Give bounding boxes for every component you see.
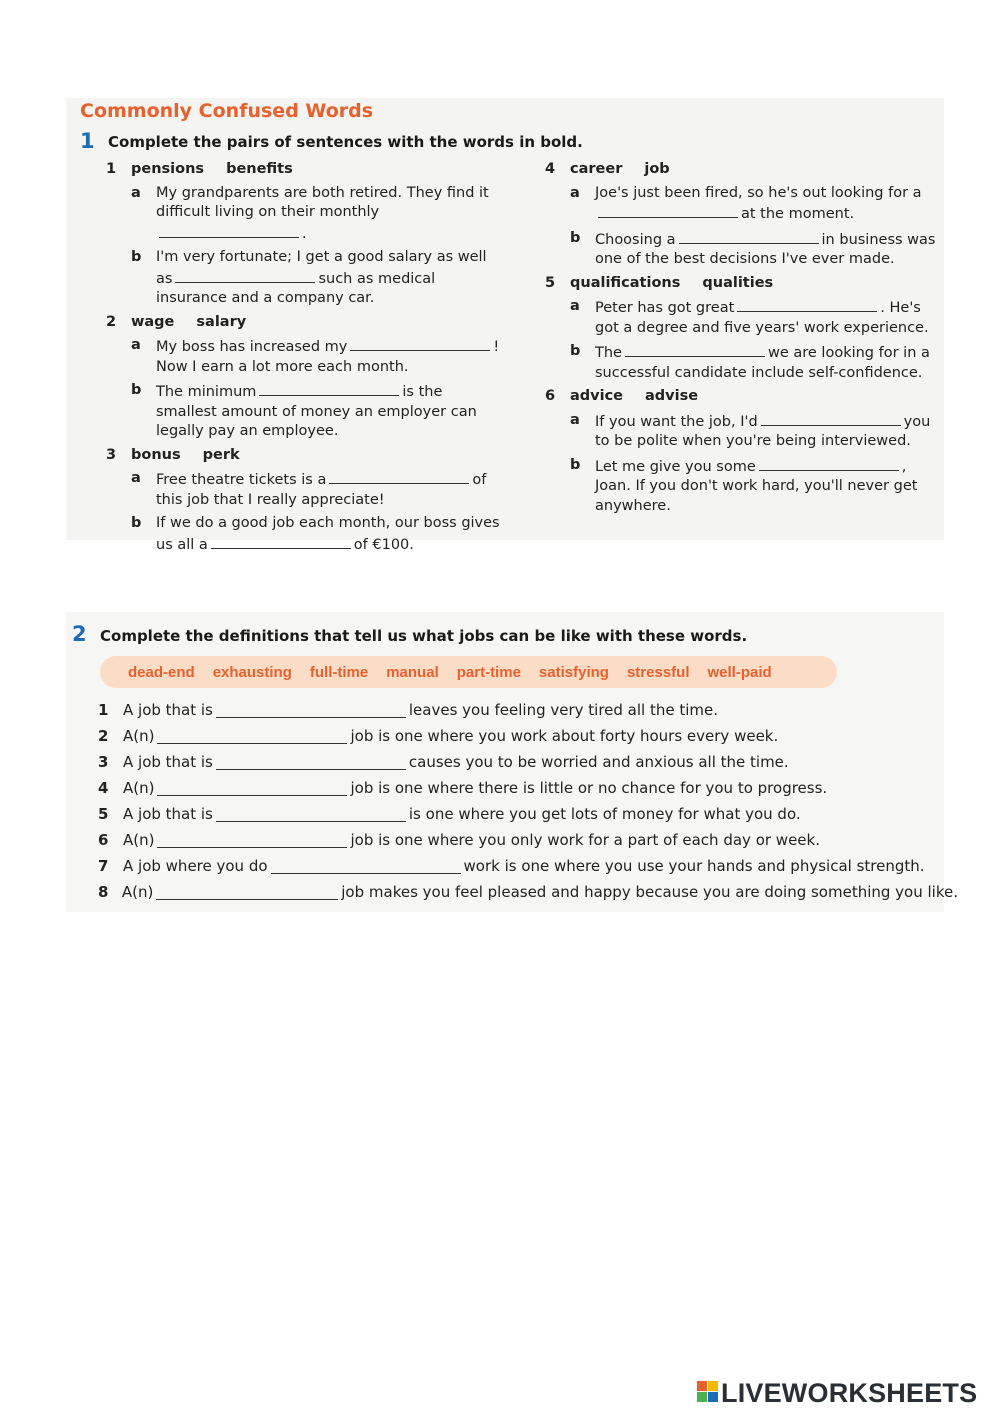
sentence-before-blank: Peter has got great [595, 300, 735, 316]
definition-number: 4 [98, 779, 109, 797]
bold-word: career [570, 161, 623, 177]
sentence-before-blank: Choosing a [595, 231, 676, 248]
definition-number: 6 [98, 831, 109, 849]
definition-before-blank: A(n) [123, 727, 155, 745]
answer-blank[interactable] [598, 203, 738, 218]
word-bank-item: well-paid [707, 663, 772, 681]
definition-item [98, 801, 958, 827]
word-pair-heading [545, 274, 945, 294]
group-number: 4 [545, 161, 556, 177]
exercise1-left-column [106, 160, 506, 559]
sentence-after-blank: such as medical insurance and a company car. [156, 270, 436, 306]
answer-blank[interactable] [761, 411, 901, 426]
word-bank-item: satisfying [538, 663, 609, 681]
sentence-after-blank: you to be polite when you're being interviewed. [595, 413, 931, 449]
sentence-before-blank: If you want the job, I'd [595, 413, 758, 430]
word-bank-item: stressful [626, 663, 690, 681]
sentence-after-blank: at the moment. [741, 206, 855, 222]
sentence-text [156, 336, 506, 377]
answer-blank[interactable] [157, 781, 347, 796]
item-letter: a [570, 298, 580, 314]
word-pair-group [106, 313, 506, 442]
answer-blank[interactable] [350, 336, 490, 351]
bold-word: job [644, 161, 670, 177]
item-letter: a [570, 184, 580, 201]
word-bank-item: dead-end [128, 663, 195, 681]
word-bank-item: part-time [456, 663, 521, 681]
word-pair-heading [106, 160, 506, 180]
exercise2-instruction: Complete the definitions that tell us what jobs can be like with these words. [100, 627, 748, 645]
answer-blank[interactable] [216, 807, 406, 822]
sentence-text [595, 342, 945, 383]
sentence-text [156, 184, 506, 245]
definition-before-blank: A job that is [123, 701, 213, 719]
item-letter: a [570, 411, 580, 428]
sentence-after-blank: . [302, 225, 307, 242]
word-bank [100, 656, 837, 688]
word-pair-group [106, 446, 506, 556]
group-number: 5 [545, 274, 556, 291]
exercise1-number: 1 [80, 129, 95, 153]
sentence-after-blank: is the smallest amount of money an employer can legally pay an employee. [156, 384, 477, 439]
bold-word: qualifications [570, 274, 681, 291]
definitions-list [98, 697, 958, 905]
logo-square [697, 1381, 707, 1391]
word-pair-heading [545, 387, 945, 407]
answer-blank[interactable] [157, 729, 347, 744]
group-number: 3 [106, 446, 117, 463]
definition-item [98, 723, 958, 749]
bold-word: qualities [702, 274, 774, 291]
sentence-item [545, 229, 945, 270]
answer-blank[interactable] [329, 469, 469, 484]
item-letter: a [131, 184, 141, 201]
word-bank-item: exhausting [212, 663, 292, 681]
sentence-item [545, 184, 945, 225]
liveworksheets-logo [697, 1378, 977, 1408]
definition-number: 8 [98, 883, 109, 901]
definition-after-blank: job makes you feel pleased and happy because you are doing something you like. [341, 883, 958, 901]
sentence-item [545, 342, 945, 383]
sentence-text [156, 381, 506, 442]
answer-blank[interactable] [625, 342, 765, 357]
definition-before-blank: A(n) [123, 779, 155, 797]
group-number: 6 [545, 388, 556, 404]
definition-item [98, 697, 958, 723]
definition-item [98, 827, 958, 853]
item-letter: b [131, 249, 142, 265]
bold-word: benefits [226, 161, 293, 177]
sentence-text [595, 184, 945, 225]
definition-number: 3 [98, 753, 109, 771]
sentence-text [156, 248, 506, 309]
definition-after-blank: causes you to be worried and anxious all the time. [408, 753, 789, 771]
sentence-item [106, 469, 506, 510]
definition-item [98, 853, 958, 879]
sentence-after-blank: . He's got a degree and five years' work experience. [595, 300, 929, 336]
bold-word: wage [131, 313, 175, 330]
sentence-before-blank: Free theatre tickets is a [156, 472, 327, 488]
item-letter: a [131, 337, 141, 353]
bold-word: salary [196, 313, 247, 330]
sentence-text [595, 229, 945, 270]
word-bank-item: full-time [309, 663, 369, 681]
word-pair-group [545, 160, 945, 270]
item-letter: b [131, 515, 142, 531]
sentence-before-blank: The minimum [156, 384, 257, 400]
sentence-item [106, 381, 506, 442]
answer-blank[interactable] [216, 703, 406, 718]
answer-blank[interactable] [159, 223, 299, 238]
bold-word: advice [570, 388, 624, 404]
answer-blank[interactable] [759, 456, 899, 471]
definition-item [98, 879, 958, 905]
bold-word: perk [202, 446, 240, 463]
word-pair-heading [106, 313, 506, 333]
definition-after-blank: is one where you get lots of money for what you do. [408, 805, 801, 823]
definition-number: 1 [98, 701, 109, 719]
sentence-text [595, 456, 945, 517]
definition-item [98, 749, 958, 775]
sentence-item [545, 297, 945, 338]
group-number: 2 [106, 313, 117, 330]
sentence-before-blank: My boss has increased my [156, 339, 348, 355]
sentence-text [156, 469, 506, 510]
word-pair-heading [106, 446, 506, 466]
sentence-item [545, 456, 945, 517]
sentence-item [545, 411, 945, 452]
group-number: 1 [106, 161, 117, 177]
answer-blank[interactable] [216, 755, 406, 770]
answer-blank[interactable] [175, 268, 315, 283]
sentence-before-blank: My grandparents are both retired. They find it difficult living on their monthly [156, 184, 489, 220]
sentence-item [106, 336, 506, 377]
bold-word: pensions [131, 161, 205, 177]
sentence-text [595, 297, 945, 338]
logo-text: LIVEWORKSHEETS [721, 1377, 978, 1408]
exercise2-number: 2 [72, 622, 87, 646]
item-letter: b [131, 382, 142, 398]
definition-after-blank: job is one where you work about forty hours every week. [350, 727, 779, 745]
logo-square [708, 1392, 718, 1402]
logo-square [708, 1381, 718, 1391]
definition-after-blank: work is one where you use your hands and physical strength. [463, 857, 925, 875]
sentence-item [106, 184, 506, 245]
item-letter: b [570, 343, 581, 359]
sentence-before-blank: I'm very fortunate; I get a good salary as well as [156, 249, 487, 287]
answer-blank[interactable] [156, 885, 338, 900]
answer-blank[interactable] [259, 381, 399, 396]
definition-before-blank: A(n) [121, 883, 154, 901]
word-pair-group [545, 274, 945, 384]
sentence-after-blank: of €100. [353, 536, 414, 553]
sentence-after-blank: we are looking for in a successful candidate include self-confidence. [595, 345, 930, 381]
sentence-before-blank: Joe's just been fired, so he's out looking for a [595, 184, 922, 201]
definition-number: 7 [98, 857, 109, 875]
word-pair-heading [545, 160, 945, 180]
sentence-text [156, 514, 506, 555]
answer-blank[interactable] [737, 297, 877, 312]
section-title: Commonly Confused Words [80, 100, 374, 122]
word-pair-group [545, 387, 945, 516]
bold-word: advise [645, 388, 699, 404]
logo-mark-icon [697, 1381, 719, 1405]
item-letter: b [570, 229, 581, 246]
sentence-before-blank: The [595, 345, 622, 361]
answer-blank[interactable] [271, 859, 461, 874]
definition-number: 5 [98, 805, 109, 823]
sentence-item [106, 248, 506, 309]
definition-after-blank: job is one where there is little or no chance for you to progress. [350, 779, 828, 797]
answer-blank[interactable] [679, 229, 819, 244]
exercise1-right-column [545, 160, 945, 520]
sentence-before-blank: If we do a good job each month, our boss gives us all a [156, 515, 500, 553]
definition-after-blank: leaves you feeling very tired all the time. [408, 701, 719, 719]
definition-number: 2 [98, 727, 109, 745]
definition-before-blank: A job that is [123, 805, 213, 823]
item-letter: b [570, 456, 581, 473]
definition-before-blank: A job where you do [123, 857, 268, 875]
sentence-text [595, 411, 945, 452]
definition-before-blank: A job that is [123, 753, 213, 771]
item-letter: a [131, 470, 141, 486]
word-pair-group [106, 160, 506, 309]
answer-blank[interactable] [211, 534, 351, 549]
sentence-before-blank: Let me give you some [595, 458, 756, 475]
logo-square [697, 1392, 707, 1402]
definition-item [98, 775, 958, 801]
definition-before-blank: A(n) [123, 831, 155, 849]
word-bank-item: manual [386, 663, 439, 681]
answer-blank[interactable] [157, 833, 347, 848]
sentence-after-blank: , Joan. If you don't work hard, you'll never get anywhere. [595, 458, 918, 514]
sentence-after-blank: ! Now I earn a lot more each month. [156, 339, 500, 375]
exercise1-instruction: Complete the pairs of sentences with the words in bold. [108, 133, 583, 151]
bold-word: bonus [131, 446, 181, 463]
definition-after-blank: job is one where you only work for a part of each day or week. [350, 831, 820, 849]
sentence-item [106, 514, 506, 555]
sentence-after-blank: in business was one of the best decisions I've ever made. [595, 231, 936, 267]
sentence-after-blank: of this job that I really appreciate! [156, 472, 487, 508]
